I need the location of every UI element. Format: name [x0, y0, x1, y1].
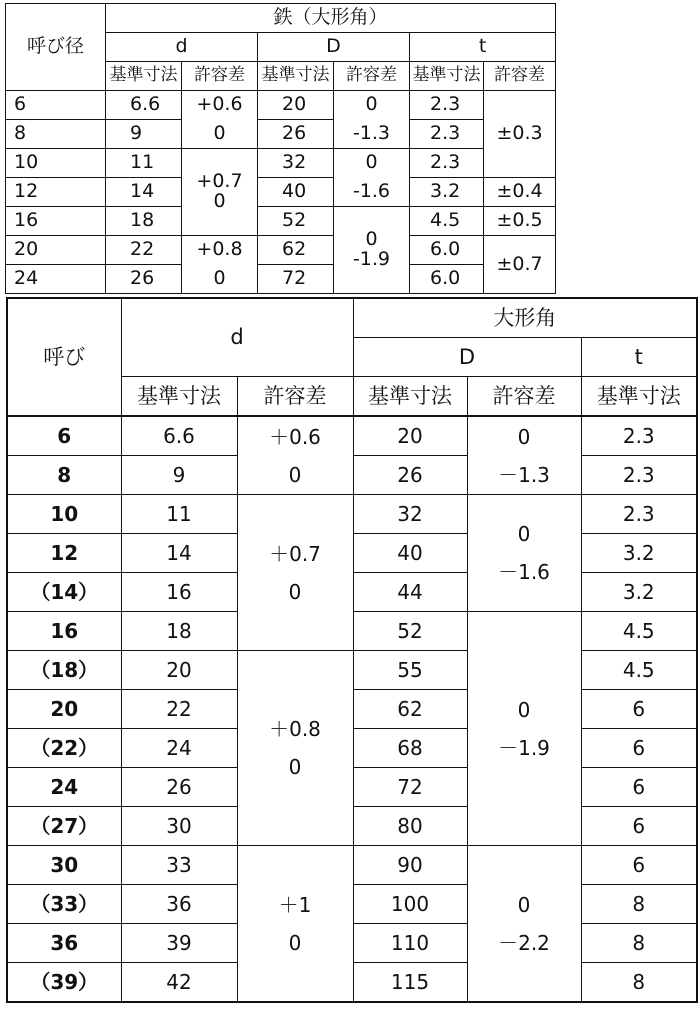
- t-std-header: 基準寸法: [581, 377, 697, 417]
- d-cell: 26: [121, 768, 237, 807]
- t-cell: 4.5: [410, 207, 484, 236]
- D-tol-upper: 0: [334, 149, 410, 178]
- D-header: D: [353, 338, 581, 377]
- nominal-cell: 8: [7, 456, 121, 495]
- table-row: [7, 846, 697, 885]
- D-tol-upper: 0: [365, 228, 378, 251]
- d-cell: 24: [121, 729, 237, 768]
- table-row: [6, 149, 556, 178]
- D-tol-lower: -1.6: [334, 178, 410, 207]
- D-tol-upper: 0: [334, 91, 410, 120]
- D-tol-lower: -1.3: [334, 120, 410, 149]
- d-cell: 22: [106, 236, 182, 265]
- iron-large-square-table: [5, 3, 556, 294]
- t-cell: 4.5: [581, 612, 697, 651]
- table-row: [6, 178, 556, 207]
- nominal-cell: 6: [6, 91, 106, 120]
- d-tol-lower: 0: [288, 755, 302, 779]
- d-cell: 33: [121, 846, 237, 885]
- t-cell: 6.0: [410, 265, 484, 294]
- t-header: t: [410, 33, 556, 62]
- nominal-cell: （18）: [7, 651, 121, 690]
- d-cell: 11: [106, 149, 182, 178]
- t-cell: 8: [581, 924, 697, 963]
- D-cell: 32: [353, 495, 467, 534]
- d-tol-upper: ＋0.7: [269, 541, 321, 566]
- d-cell: 9: [121, 456, 237, 495]
- d-tol-upper: +0.8: [182, 236, 258, 265]
- d-cell: 6.6: [121, 416, 237, 456]
- t-cell: 2.3: [581, 495, 697, 534]
- D-tol-upper: 0: [517, 522, 531, 546]
- D-tol-cell: [467, 846, 581, 1003]
- D-cell: 55: [353, 651, 467, 690]
- d-tol-cell: [182, 149, 258, 236]
- t-cell: 6: [581, 729, 697, 768]
- t-tol-cell: ±0.7: [484, 236, 556, 294]
- t-std-header: 基準寸法: [410, 62, 484, 91]
- t-cell: 6: [581, 768, 697, 807]
- D-tol-lower: -1.9: [352, 248, 391, 270]
- table-row: [6, 265, 556, 294]
- header-row-1: [6, 4, 556, 33]
- D-cell: 68: [353, 729, 467, 768]
- nominal-header: 呼び: [7, 298, 121, 416]
- D-tol-lower: －1.6: [498, 560, 550, 584]
- t-cell: 2.3: [410, 120, 484, 149]
- D-cell: 44: [353, 573, 467, 612]
- d-cell: 18: [121, 612, 237, 651]
- t-cell: 6: [581, 807, 697, 846]
- D-tol-upper: 0: [517, 892, 531, 917]
- d-cell: 36: [121, 885, 237, 924]
- D-cell: 26: [353, 456, 467, 495]
- nominal-cell: （14）: [7, 573, 121, 612]
- d-header: d: [121, 298, 353, 377]
- d-cell: 18: [106, 207, 182, 236]
- d-tol-upper: +0.7: [196, 170, 243, 193]
- d-cell: 14: [106, 178, 182, 207]
- t-cell: 6: [581, 846, 697, 885]
- D-cell: 40: [353, 534, 467, 573]
- large-square-washer-table: [6, 297, 698, 1003]
- t-tol-header: 許容差: [484, 62, 556, 91]
- D-tol-cell: [467, 416, 581, 495]
- D-cell: 100: [353, 885, 467, 924]
- d-header: d: [106, 33, 258, 62]
- D-tol-cell: [467, 612, 581, 846]
- d-cell: 26: [106, 265, 182, 294]
- d-tol-cell: [237, 651, 353, 846]
- d-std-header: 基準寸法: [121, 377, 237, 417]
- D-tol-header: 許容差: [334, 62, 410, 91]
- d-cell: 6.6: [106, 91, 182, 120]
- nominal-diameter-header: 呼び径: [6, 4, 106, 91]
- nominal-cell: 12: [7, 534, 121, 573]
- d-tol-lower: 0: [288, 462, 302, 487]
- t-cell: 8: [581, 963, 697, 1003]
- D-cell: 62: [258, 236, 334, 265]
- d-cell: 30: [121, 807, 237, 846]
- table-row: [6, 120, 556, 149]
- d-tol-upper: ＋0.8: [269, 717, 321, 741]
- D-header: D: [258, 33, 410, 62]
- d-cell: 16: [121, 573, 237, 612]
- nominal-cell: （39）: [7, 963, 121, 1003]
- nominal-cell: 16: [6, 207, 106, 236]
- header-row-1: [7, 298, 697, 338]
- d-cell: 14: [121, 534, 237, 573]
- nominal-cell: 16: [7, 612, 121, 651]
- t-cell: 2.3: [581, 456, 697, 495]
- nominal-cell: 20: [6, 236, 106, 265]
- D-cell: 52: [353, 612, 467, 651]
- t-cell: 8: [581, 885, 697, 924]
- nominal-cell: 36: [7, 924, 121, 963]
- d-cell: 42: [121, 963, 237, 1003]
- D-cell: 90: [353, 846, 467, 885]
- nominal-cell: （33）: [7, 885, 121, 924]
- nominal-cell: （27）: [7, 807, 121, 846]
- d-tol-upper: ＋1: [278, 892, 312, 917]
- t-cell: 3.2: [581, 534, 697, 573]
- D-cell: 52: [258, 207, 334, 236]
- t-cell: 2.3: [410, 149, 484, 178]
- nominal-cell: 10: [6, 149, 106, 178]
- t-cell: 3.2: [410, 178, 484, 207]
- d-tol-header: 許容差: [237, 377, 353, 417]
- D-tol-cell: [467, 495, 581, 612]
- t-tol-cell: ±0.4: [484, 178, 556, 207]
- D-std-header: 基準寸法: [353, 377, 467, 417]
- table-row: [7, 495, 697, 534]
- t-cell: 6.0: [410, 236, 484, 265]
- D-cell: 80: [353, 807, 467, 846]
- nominal-cell: 24: [6, 265, 106, 294]
- nominal-cell: （22）: [7, 729, 121, 768]
- D-cell: 72: [353, 768, 467, 807]
- D-tol-lower: －1.3: [498, 462, 550, 487]
- d-tol-upper: ＋0.6: [269, 424, 321, 449]
- table-row: [6, 207, 556, 236]
- D-tol-lower: －2.2: [498, 930, 550, 955]
- t-tol-cell: ±0.3: [484, 91, 556, 178]
- d-cell: 20: [121, 651, 237, 690]
- t-cell: 2.3: [410, 91, 484, 120]
- t-cell: 4.5: [581, 651, 697, 690]
- nominal-cell: 12: [6, 178, 106, 207]
- D-cell: 40: [258, 178, 334, 207]
- d-tol-cell: [237, 495, 353, 651]
- nominal-cell: 10: [7, 495, 121, 534]
- D-cell: 20: [353, 416, 467, 456]
- d-tol-upper: +0.6: [182, 91, 258, 120]
- d-tol-lower: 0: [213, 190, 226, 212]
- nominal-cell: 20: [7, 690, 121, 729]
- table-row: [7, 651, 697, 690]
- t-cell: 3.2: [581, 573, 697, 612]
- d-cell: 39: [121, 924, 237, 963]
- material-group-header: 鉄（大形角）: [106, 4, 556, 33]
- D-tol-upper: 0: [517, 697, 531, 722]
- D-cell: 110: [353, 924, 467, 963]
- d-cell: 11: [121, 495, 237, 534]
- d-tol-lower: 0: [182, 120, 258, 149]
- nominal-cell: 8: [6, 120, 106, 149]
- table-row: [6, 91, 556, 120]
- D-tol-header: 許容差: [467, 377, 581, 417]
- D-tol-upper: 0: [517, 424, 531, 449]
- d-tol-lower: 0: [288, 579, 302, 604]
- D-tol-cell: [334, 207, 410, 294]
- d-std-header: 基準寸法: [106, 62, 182, 91]
- d-cell: 22: [121, 690, 237, 729]
- nominal-cell: 24: [7, 768, 121, 807]
- d-tol-lower: 0: [288, 930, 302, 955]
- nominal-cell: 6: [7, 416, 121, 456]
- D-std-header: 基準寸法: [258, 62, 334, 91]
- t-header: t: [581, 338, 697, 377]
- group-header: 大形角: [353, 298, 697, 338]
- d-tol-header: 許容差: [182, 62, 258, 91]
- t-tol-cell: ±0.5: [484, 207, 556, 236]
- D-tol-lower: －1.9: [498, 735, 550, 760]
- t-cell: 2.3: [581, 416, 697, 456]
- D-cell: 26: [258, 120, 334, 149]
- t-cell: 6: [581, 690, 697, 729]
- d-tol-cell: [237, 416, 353, 495]
- D-cell: 62: [353, 690, 467, 729]
- table-row: [6, 236, 556, 265]
- D-cell: 32: [258, 149, 334, 178]
- d-tol-lower: 0: [182, 265, 258, 294]
- D-cell: 115: [353, 963, 467, 1003]
- d-tol-cell: [237, 846, 353, 1003]
- d-cell: 9: [106, 120, 182, 149]
- nominal-cell: 30: [7, 846, 121, 885]
- D-cell: 20: [258, 91, 334, 120]
- D-cell: 72: [258, 265, 334, 294]
- table-row: [7, 416, 697, 456]
